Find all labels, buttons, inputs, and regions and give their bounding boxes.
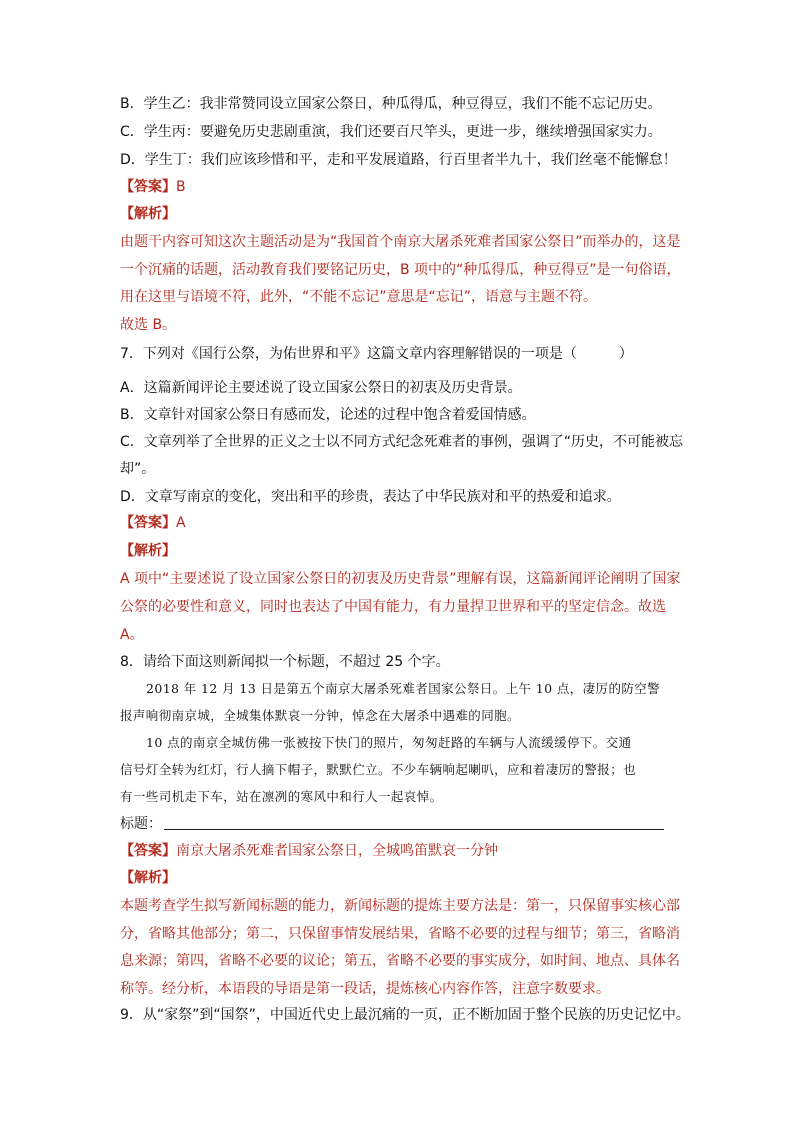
- q7-stem: 7．下列对《国行公祭，为佑世界和平》这篇文章内容理解错误的一项是（ ）: [120, 346, 633, 362]
- analysis-label: 【解析】: [120, 206, 176, 222]
- q7-option-c-cont: 却”。: [120, 461, 156, 477]
- q7-option-d: D．文章写南京的变化，突出和平的珍贵，表达了中华民族对和平的热爱和追求。: [120, 489, 621, 505]
- q7-answer: [120, 514, 680, 532]
- q6-answer: [120, 178, 680, 196]
- q7-analysis-line: 公祭的必要性和意义，同时也表达了中国有能力，有力量捍卫世界和平的坚定信念。故选: [120, 599, 666, 615]
- answer-value: B: [176, 179, 186, 195]
- q7-analysis-line: A。: [120, 627, 144, 643]
- q8-answer: [120, 842, 680, 860]
- q7-option-a: A．这篇新闻评论主要述说了设立国家公祭日的初衷及历史背景。: [120, 380, 522, 396]
- q8-analysis-line: 称等。经分析，本语段的导语是第一段话，提炼核心内容作答，注意字数要求。: [120, 981, 610, 997]
- answer-value: A: [176, 515, 186, 531]
- q7-option-c: C．文章列举了全世界的正义之士以不同方式纪念死难者的事例，强调了“历史，不可能被忘: [120, 434, 684, 450]
- q6-analysis-line: 一个沉痛的话题，活动教育我们要铭记历史，B 项中的“种瓜得瓜，种豆得豆”是一句俗语，: [120, 262, 681, 278]
- title-blank-line[interactable]: [164, 828, 664, 830]
- q7-analysis-line: A 项中“主要述说了设立国家公祭日的初衷及历史背景”理解有误，这篇新闻评论阐明了国家: [120, 571, 681, 587]
- q8-analysis-line: 分，省略其他部分；第二，只保留事情发展结果，省略不必要的过程与细节；第三，省略消: [120, 926, 680, 942]
- q8-analysis-line: 本题考查学生拟写新闻标题的能力，新闻标题的提炼主要方法是：第一，只保留事实核心部: [120, 898, 680, 914]
- q6-analysis-line: 用在这里与语境不符，此外，“不能不忘记”意思是“忘记”，语意与主题不符。: [120, 289, 598, 305]
- q8-title-field: [120, 815, 680, 833]
- q8-passage-line: 有一些司机走下车，站在凛冽的寒风中和行人一起哀悼。: [120, 789, 443, 804]
- q7-option-b: B．文章针对国家公祭日有感而发，论述的过程中饱含着爱国情感。: [120, 407, 536, 423]
- answer-label: 【答案】: [120, 179, 176, 195]
- answer-label: 【答案】: [120, 843, 176, 859]
- analysis-label: 【解析】: [120, 870, 176, 886]
- q8-passage-line: 2018 年 12 月 13 日是第五个南京大屠杀死难者国家公祭日。上午 10 点，凄厉的防空警: [146, 681, 661, 696]
- q6-option-d: D．学生丁：我们应该珍惜和平，走和平发展道路，行百里者半九十，我们丝毫不能懈怠！: [120, 152, 677, 168]
- q8-passage-line: 报声响彻南京城，全城集体默哀一分钟，悼念在大屠杀中遇难的同胞。: [120, 708, 520, 723]
- analysis-label: 【解析】: [120, 543, 176, 559]
- answer-label: 【答案】: [120, 515, 176, 531]
- q6-option-b: B．学生乙：我非常赞同设立国家公祭日，种瓜得瓜，种豆得豆，我们不能不忘记历史。: [120, 96, 662, 112]
- q6-option-c: C．学生丙：要避免历史悲剧重演，我们还要百尺竿头，更进一步，继续增强国家实力。: [120, 124, 662, 140]
- q7-analysis-label: [120, 542, 680, 560]
- title-label: 标题：: [120, 816, 162, 832]
- q8-stem: 8．请给下面这则新闻拟一个标题，不超过 25 个字。: [120, 654, 450, 670]
- q6-analysis-label: [120, 205, 680, 223]
- q9-stem: 9．从“家祭”到“国祭”，中国近代史上最沉痛的一页，正不断加固于整个民族的历史记忆中。: [120, 1007, 690, 1023]
- q8-passage-line: 信号灯全转为红灯，行人摘下帽子，默默伫立。不少车辆响起喇叭，应和着凄厉的警报；也: [120, 762, 637, 777]
- q8-analysis-label: [120, 869, 680, 887]
- q6-analysis-line: 故选 B。: [120, 317, 177, 333]
- answer-value: 南京大屠杀死难者国家公祭日，全城鸣笛默哀一分钟: [176, 843, 498, 859]
- q8-passage-line: 10 点的南京全城仿佛一张被按下快门的照片，匆匆赶路的车辆与人流缓缓停下。交通: [146, 735, 632, 750]
- q6-analysis-line: 由题干内容可知这次主题活动是为“我国首个南京大屠杀死难者国家公祭日”而举办的，这是: [120, 234, 681, 250]
- q8-analysis-line: 息来源；第四，省略不必要的议论；第五，省略不必要的事实成分，如时间、地点、具体名: [120, 953, 680, 969]
